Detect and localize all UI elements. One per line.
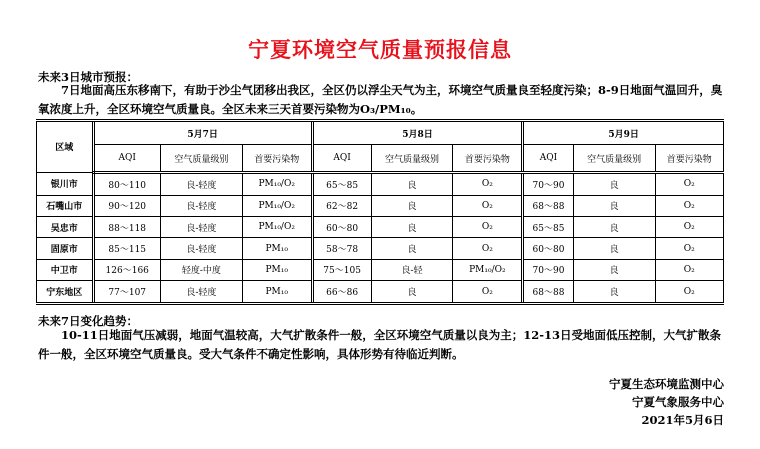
- aqi-cell: 58～78: [312, 238, 371, 259]
- aqi-header: AQI: [93, 145, 160, 172]
- aqi-cell: 126～166: [93, 259, 160, 280]
- level-cell: 轻度-中度: [160, 259, 242, 280]
- table-row: [37, 172, 724, 195]
- aqi-header: AQI: [523, 145, 573, 172]
- aqi-cell: 80～110: [93, 172, 160, 195]
- signature-org2: 宁夏气象服务中心: [632, 395, 724, 409]
- level-cell: 良-轻度: [160, 172, 242, 195]
- aqi-header: AQI: [312, 145, 371, 172]
- level-cell: 良-轻度: [160, 238, 242, 259]
- aqi-cell: 66～86: [312, 281, 371, 304]
- level-cell: 良-轻度: [160, 217, 242, 238]
- level-cell: 良: [371, 238, 453, 259]
- region-cell: 吴忠市: [37, 217, 94, 238]
- forecast7-paragraph: [38, 326, 724, 364]
- region-cell: 石嘴山市: [37, 195, 94, 216]
- level-cell: 良: [371, 281, 453, 304]
- region-header: 区域: [37, 121, 94, 173]
- table-row: [37, 217, 724, 238]
- pollutant-cell: O₂: [655, 238, 724, 259]
- pollutant-cell: O₂: [453, 238, 523, 259]
- page-title: 宁夏环境空气质量预报信息: [248, 37, 512, 62]
- level-cell: 良: [573, 217, 655, 238]
- forecast3-text: 7日地面高压东移南下，有助于沙尘气团移出我区，全区仍以浮尘天气为主，环境空气质量良至轻度污染；8-9日地面气温回升，臭氧浓度上升，全区环境空气质量良。全区未来三天首要污染物为O₃/PM₁₀。: [38, 83, 723, 116]
- day-header-1: 5月7日: [93, 121, 312, 145]
- level-cell: 良: [573, 172, 655, 195]
- pollutant-header: 首要污染物: [453, 145, 523, 172]
- level-cell: 良: [573, 259, 655, 280]
- aqi-cell: 88～118: [93, 217, 160, 238]
- day-header-3: 5月9日: [523, 121, 724, 145]
- aqi-cell: 68～88: [523, 195, 573, 216]
- forecast-table: [36, 119, 724, 305]
- pollutant-header: 首要污染物: [655, 145, 724, 172]
- level-cell: 良: [573, 195, 655, 216]
- level-cell: 良: [371, 195, 453, 216]
- day-header-2: 5月8日: [312, 121, 523, 145]
- pollutant-cell: O₂: [655, 281, 724, 304]
- aqi-cell: 77～107: [93, 281, 160, 304]
- signature-org1: 宁夏生态环境监测中心: [609, 377, 724, 391]
- forecast7-heading: 未来7日变化趋势：: [38, 314, 139, 328]
- pollutant-cell: PM₁₀: [242, 281, 312, 304]
- level-header: 空气质量级别: [160, 145, 242, 172]
- region-cell: 宁东地区: [37, 281, 94, 304]
- aqi-cell: 70～90: [523, 259, 573, 280]
- aqi-cell: 60～80: [523, 238, 573, 259]
- pollutant-cell: O₂: [655, 172, 724, 195]
- pollutant-cell: O₂: [453, 281, 523, 304]
- forecast3-heading: 未来3日城市预报：: [38, 70, 139, 84]
- pollutant-cell: O₂: [655, 259, 724, 280]
- level-cell: 良: [573, 281, 655, 304]
- pollutant-cell: PM₁₀/O₂: [242, 195, 312, 216]
- table-row: [37, 259, 724, 280]
- pollutant-cell: O₂: [453, 217, 523, 238]
- aqi-cell: 68～88: [523, 281, 573, 304]
- level-cell: 良: [371, 172, 453, 195]
- pollutant-cell: O₂: [655, 195, 724, 216]
- forecast7-text: 10-11日地面气压减弱，地面气温较高，大气扩散条件一般，全区环境空气质量以良为主；12-13日受地面低压控制，大气扩散条件一般，全区环境空气质量良。受大气条件不确定性影响，具体形势有待临近判断。: [38, 328, 722, 361]
- aqi-cell: 65～85: [523, 217, 573, 238]
- table-row: [37, 195, 724, 216]
- aqi-cell: 75～105: [312, 259, 371, 280]
- signature-date: 2021年5月6日: [641, 413, 724, 427]
- level-cell: 良: [371, 217, 453, 238]
- level-cell: 良: [573, 238, 655, 259]
- aqi-cell: 62～82: [312, 195, 371, 216]
- region-cell: 中卫市: [37, 259, 94, 280]
- aqi-cell: 60～80: [312, 217, 371, 238]
- pollutant-cell: PM₁₀/O₂: [242, 217, 312, 238]
- region-cell: 银川市: [37, 172, 94, 195]
- pollutant-header: 首要污染物: [242, 145, 312, 172]
- pollutant-cell: PM₁₀/O₂: [453, 259, 523, 280]
- aqi-cell: 70～90: [523, 172, 573, 195]
- level-cell: 良-轻度: [160, 195, 242, 216]
- pollutant-cell: O₂: [453, 172, 523, 195]
- aqi-cell: 90～120: [93, 195, 160, 216]
- pollutant-cell: PM₁₀: [242, 259, 312, 280]
- level-header: 空气质量级别: [573, 145, 655, 172]
- level-header: 空气质量级别: [371, 145, 453, 172]
- pollutant-cell: O₂: [655, 217, 724, 238]
- table-row: [37, 238, 724, 259]
- level-cell: 良-轻度: [160, 281, 242, 304]
- pollutant-cell: O₂: [453, 195, 523, 216]
- pollutant-cell: PM₁₀: [242, 238, 312, 259]
- region-cell: 固原市: [37, 238, 94, 259]
- table-row: [37, 281, 724, 304]
- level-cell: 良-轻: [371, 259, 453, 280]
- aqi-cell: 85～115: [93, 238, 160, 259]
- forecast3-paragraph: [38, 81, 724, 119]
- aqi-cell: 65～85: [312, 172, 371, 195]
- pollutant-cell: PM₁₀/O₂: [242, 172, 312, 195]
